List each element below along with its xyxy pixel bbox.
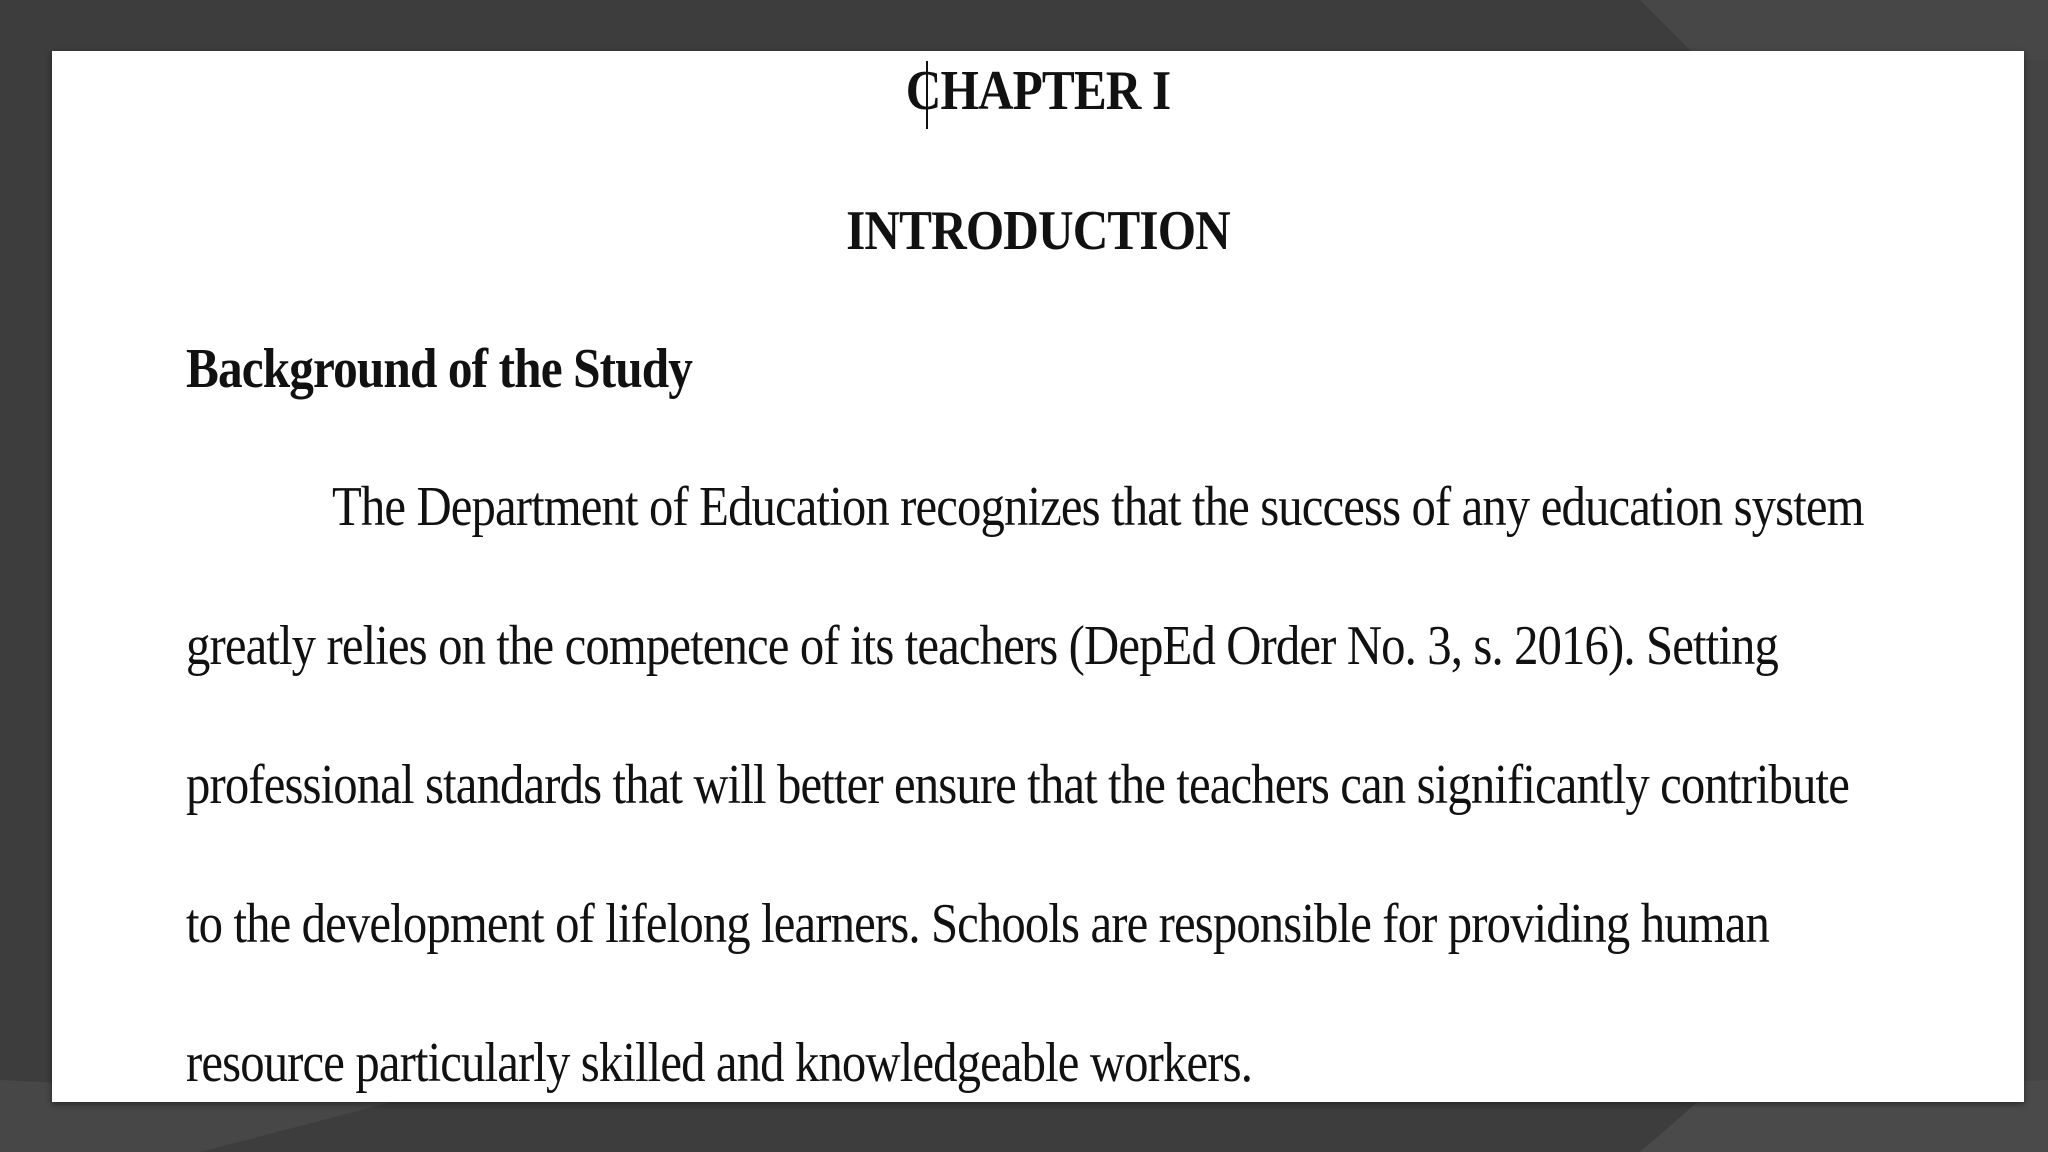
paragraph-line: greatly relies on the competence of its teachers (DepEd Order No. 3, s. 2016). Setting	[186, 615, 1778, 677]
paragraph-line: resource particularly skilled and knowledgeable workers.	[186, 1032, 1253, 1094]
paragraph-line: to the development of lifelong learners. Schools are responsible for providing human	[186, 893, 1769, 955]
subsection-title: Background of the Study	[186, 338, 693, 400]
chapter-title: CHAPTER I	[905, 60, 1171, 122]
paragraph-line: professional standards that will better ensure that the teachers can significantly contribute	[186, 754, 1849, 816]
paragraph-line: The Department of Education recognizes that the success of any education system	[332, 476, 1864, 538]
section-title: INTRODUCTION	[846, 200, 1230, 262]
document-page[interactable]	[52, 51, 2024, 1102]
